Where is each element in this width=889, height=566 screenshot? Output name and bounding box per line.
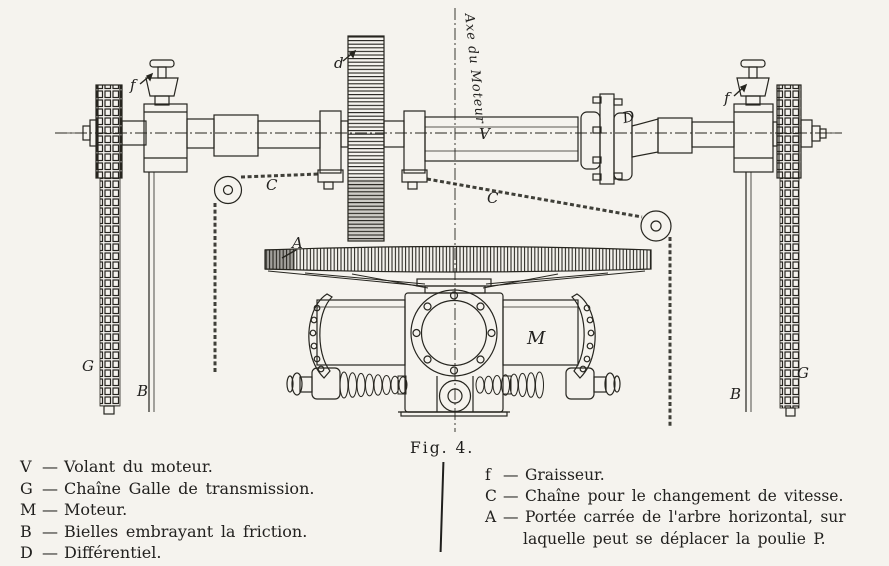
legend-item-bielles — [20, 521, 314, 543]
legend-item-portee — [485, 507, 846, 528]
legend-desc: Moteur. — [64, 500, 128, 520]
legend-key: A — [485, 508, 497, 527]
galle-chain-left — [96, 85, 122, 414]
legend-key: C — [485, 487, 497, 506]
legend-left-column — [20, 456, 314, 564]
sliding-collar-right — [402, 111, 427, 189]
legend-dash: — — [503, 487, 519, 506]
legend-desc: Portée carrée de l'arbre horizontal, sur — [525, 508, 846, 527]
end-knob-right — [566, 368, 620, 399]
right-bearing-pedestal — [734, 104, 773, 172]
legend-item-volant — [20, 456, 314, 478]
legend-key: M — [20, 500, 37, 520]
legend-desc: Graisseur. — [525, 466, 605, 484]
label-portee: A — [292, 234, 303, 252]
label-moteur: M — [527, 328, 546, 349]
legend-key: D — [20, 543, 33, 563]
legend-key: V — [20, 457, 32, 476]
legend-dash: — — [503, 508, 519, 527]
friction-rod-left — [149, 172, 154, 412]
legend-desc: Bielles embrayant la friction. — [64, 521, 308, 541]
legend-dash: — — [503, 466, 519, 484]
legend-key: B — [20, 521, 32, 541]
legend-divider — [440, 462, 445, 552]
legend-item-moteur — [20, 499, 314, 521]
legend-item-galle — [20, 478, 314, 500]
label-leaders — [140, 51, 746, 258]
legend-dash: — — [42, 521, 58, 541]
change-speed-pinion — [348, 36, 384, 241]
spring-right — [476, 372, 544, 398]
legend-item-graisseur — [485, 465, 846, 486]
label-differentiel: D — [620, 106, 637, 128]
left-shaft-steps — [187, 115, 320, 156]
differential-coupling — [581, 94, 734, 184]
legend-item-chaine — [485, 486, 846, 507]
legend-dash: — — [42, 543, 58, 563]
axis-annotation: Axe du Moteur — [461, 12, 488, 125]
label-bielle-right: B — [730, 385, 742, 403]
motor-cylinder-left — [317, 300, 405, 365]
grease-cup-left — [146, 60, 178, 105]
legend-item-portee-line2: laquelle peut se déplacer la poulie P. — [523, 529, 826, 548]
legend-key: f — [485, 466, 491, 484]
flywheel-disc — [265, 247, 651, 273]
legend-desc: Chaîne Galle de transmission. — [64, 478, 315, 498]
flywheel-shaft-cylinder — [425, 117, 578, 161]
spring-left — [340, 372, 407, 398]
legend-key: G — [20, 478, 33, 498]
legend-desc: Différentiel. — [64, 543, 162, 563]
idler-pulley-right — [641, 211, 671, 241]
label-bielle-left: B — [137, 382, 149, 400]
legend-desc: Volant du moteur. — [64, 457, 213, 476]
legend-dash: — — [42, 478, 58, 498]
label-galle-right: G — [797, 364, 809, 382]
left-bearing-pedestal — [144, 104, 187, 172]
label-chaine-left: C — [266, 176, 278, 194]
label-chaine-right: C — [487, 189, 499, 207]
label-pinion: d — [334, 54, 344, 72]
legend-item-differentiel — [20, 542, 314, 564]
grease-cup-right — [737, 60, 769, 105]
idler-pulley-left — [215, 177, 242, 204]
label-volant: V — [479, 125, 490, 143]
motor-gearbox — [398, 290, 510, 416]
label-graisseur-right: f — [724, 89, 730, 107]
flywheel-hub — [417, 279, 491, 293]
legend-dash: — — [42, 500, 58, 520]
figure-caption: Fig. 4. — [410, 439, 475, 457]
speed-chain-diagonal — [427, 179, 670, 428]
legend-right-column — [485, 465, 846, 550]
legend-dash: — — [42, 457, 58, 476]
sliding-collar-left — [318, 111, 343, 189]
legend-desc: Chaîne pour le changement de vitesse. — [525, 487, 844, 506]
part-labels — [82, 12, 809, 403]
label-galle-left: G — [82, 357, 94, 375]
label-graisseur-left: f — [130, 76, 136, 94]
end-knob-left — [287, 368, 340, 399]
friction-rod-right — [746, 172, 751, 412]
